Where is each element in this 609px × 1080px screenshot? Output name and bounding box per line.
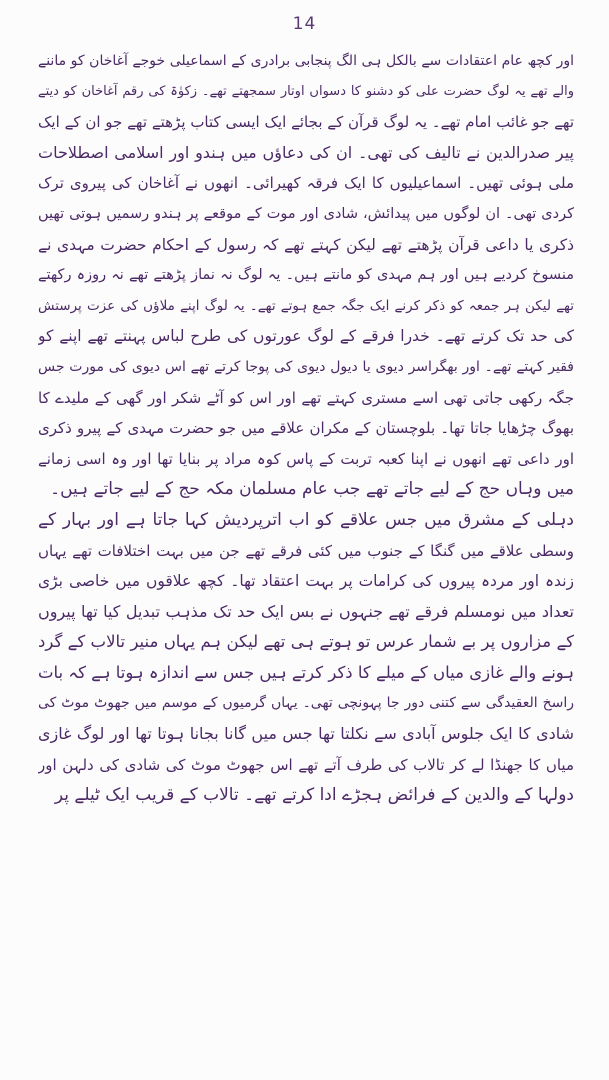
text-line: دہلی کے مشرق میں جس علاقے کو اب اترپردیش کہا جاتا ہے اور بہار کے [38,509,574,530]
text-line: وسطی علاقے میں گنگا کے جنوب میں کئی فرقے تھے جن میں بہت اختلافات تھے یہاں [38,541,574,560]
text-line: میں وہاں حج کے لیے جاتے تھے جب عام مسلمان مکہ حج کے لیے جاتے ہیں۔ [50,479,574,500]
text-line: میاں کا جھنڈا لے کر تالاب کی طرف آتے تھے اس جھوٹ موٹ کی شادی کی دلہن اور [38,755,574,774]
text-line: تھے جو غائب امام تھے۔ یہ لوگ قرآن کے بجائے ایک ایسی کتاب پڑھتے تھے جو ان کے ایک [38,113,574,132]
text-line: کی حد تک کرتے تھے۔ خدرا فرقے کے لوگ عورتوں کی طرح لباس پہنتے تھے اپنے کو [38,327,574,346]
text-line: تعداد میں نومسلم فرقے تھے جنہوں نے بس ایک حد تک مذہب تبدیل کیا تھا پیروں [38,601,574,621]
text-line: منسوخ کردیے ہیں اور ہم مہدی کو مانتے ہیں۔ یہ لوگ نہ نماز پڑھتے تھے نہ روزہ رکھتے [38,267,574,284]
text-line: ملی ہوئی تھیں۔ اسماعیلیوں کا ایک فرقہ کھیرائی۔ انھوں نے آغاخان کی پیروی ترک [38,174,574,193]
text-line: شادی کا ایک جلوس آبادی سے نکلتا تھا جس میں گانا بجانا ہوتا تھا اور لوگ غازی [38,724,574,744]
text-line: ہونے والے غازی میاں کے میلے کا ذکر کرتے ہیں جس سے اندازہ ہوتا ہے کہ بات [38,662,574,682]
text-line: پیر صدرالدین نے تالیف کی تھی۔ ان کی دعاؤں میں ہندو اور اسلامی اصطلاحات [38,142,574,162]
text-line: بھوگ چڑھایا جاتا تھا۔ بلوچستان کے مکران علاقے میں جو حضرت مہدی کے پیرو ذکری [38,419,574,438]
text-line: والے تھے یہ لوگ حضرت علی کو دشنو کا دسواں اوتار سمجھتے تھے۔ زکوٰۃ کی رقم آغاخان کو دیتے [38,83,574,99]
text-line: تھے لیکن ہر جمعہ کو ذکر کرنے ایک جگہ جمع ہوتے تھے۔ یہ لوگ اپنے ملاؤں کی عزت پرستش [38,297,574,314]
text-line: کردی تھی۔ ان لوگوں میں پیدائش، شادی اور موت کے موقعے پر ہندو رسمیں ہوتی تھیں [38,205,574,222]
text-line: راسخ العقیدگی سے کتنی دور جا پہونچی تھی۔ یہاں گرمیوں کے موسم میں جھوٹ موٹ کی [38,695,574,712]
text-line: جگہ رکھی جاتی تھی اسے مستری کہتے تھے اور اس کو آٹے شکر اور گھی کے ملیدے کا [38,388,574,407]
text-line: کے مزاروں پر بے شمار عرس تو ہوتے ہی تھے لیکن ہم یہاں منیر تالاب کے گرد [38,632,574,652]
urdu-text-body [38,46,574,811]
text-line: زندہ اور مردہ پیروں کی کرامات پر بہت اعتقاد تھا۔ کچھ علاقوں میں خاصی بڑی [38,572,574,591]
text-line: اور داعی تھے انھوں نے اپنا کعبہ تربت کے پاس کوہ مراد پر بنایا تھا اور وہ اسی زمانے [38,449,574,468]
text-line: فقیر کہتے تھے۔ اور بھگراسر دیوی یا دیول دیوی کی پوجا کرتے تھے اس دیوی کی مورت جس [38,358,574,375]
text-line: اور کچھ عام اعتقادات سے بالکل ہی الگ پنجابی برادری کے اسماعیلی خوجے آغاخان کو ماننے [38,53,574,69]
text-line: ذکری یا داعی قرآن پڑھتے تھے لیکن کہتے تھے کہ رسول کے احکام حضرت مہدی نے [38,235,574,254]
text-line: دولہا کے والدین کے فرائض ہجڑے ادا کرتے تھے۔ تالاب کے قریب ایک ٹیلے پر [54,785,574,806]
page-number: 14 [292,14,317,34]
